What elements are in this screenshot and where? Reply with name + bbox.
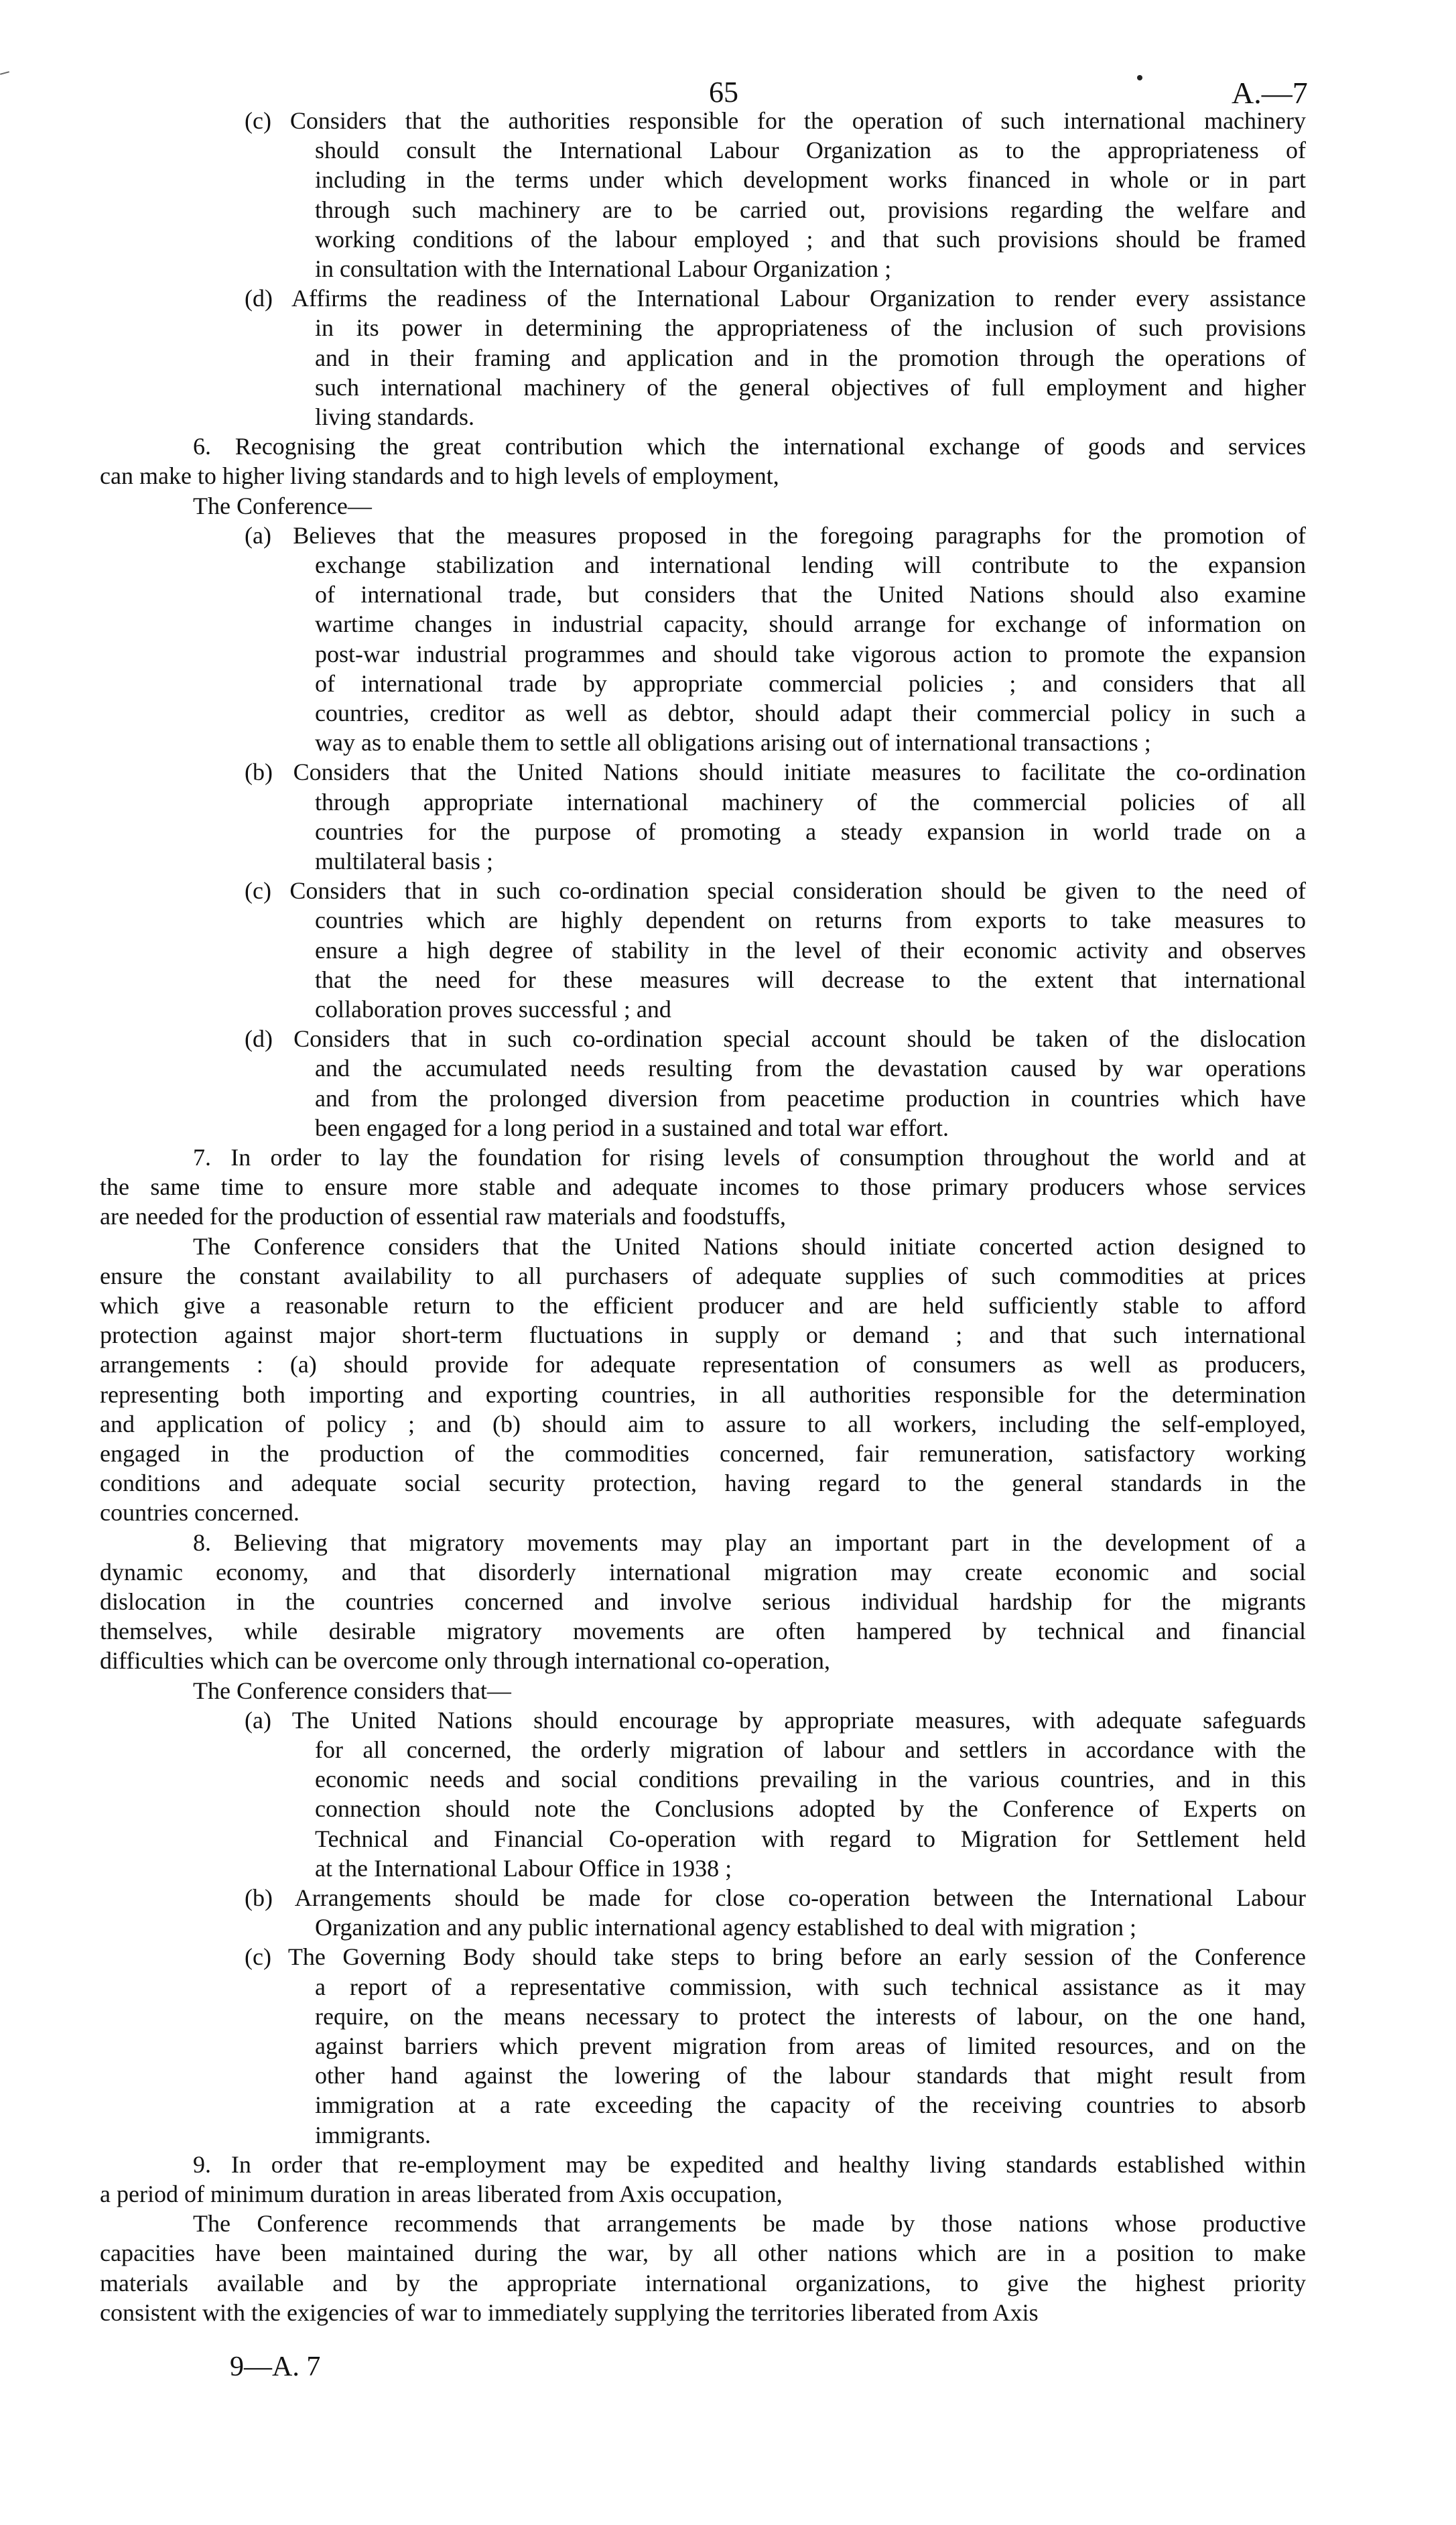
text-line: (b) Arrangements should be made for close co-operation between the International Labour [245,1884,1306,1911]
document-reference: A.—7 [1232,76,1308,110]
text-line: engaged in the production of the commodities concerned, fair remuneration, satisfactory working [100,1440,1306,1467]
text-line: working conditions of the labour employed ; and that such provisions should be framed [315,225,1306,253]
text-line: at the International Labour Office in 1938 ; [315,1854,732,1882]
text-line: countries which are highly dependent on returns from exports to take measures to [315,907,1306,934]
text-line: multilateral basis ; [315,848,493,875]
text-line: such international machinery of the general objectives of full employment and higher [315,373,1306,401]
text-line: Technical and Financial Co-operation with regard to Migration for Settlement held [315,1825,1306,1852]
text-line: The Conference considers that— [193,1677,511,1704]
text-line: representing both importing and exporting countries, in all authorities responsible for the determination [100,1380,1306,1408]
text-line: including in the terms under which development works financed in whole or in part [315,166,1306,194]
text-line: (c) Considers that in such co-ordination special consideration should be given to the need of [245,877,1306,905]
text-line: (d) Considers that in such co-ordination special account should be taken of the dislocation [245,1025,1306,1053]
text-line: which give a reasonable return to the efficient producer and are held sufficiently stable to afford [100,1292,1306,1319]
text-line: (a) The United Nations should encourage by appropriate measures, with adequate safeguards [245,1706,1306,1734]
text-line: The Conference considers that the United Nations should initiate concerted action designed to [193,1232,1306,1260]
text-line: arrangements : (a) should provide for adequate representation of consumers as well as producers, [100,1351,1306,1378]
text-line: countries for the purpose of promoting a steady expansion in world trade on a [315,818,1306,845]
text-line: can make to higher living standards and to high levels of employment, [100,462,779,490]
text-line: The Conference recommends that arrangements be made by those nations whose productive [193,2210,1306,2238]
text-line: difficulties which can be overcome only through international co-operation, [100,1647,830,1675]
text-line: (c) The Governing Body should take steps to bring before an early session of the Conference [245,1943,1306,1971]
text-line: post-war industrial programmes and should take vigorous action to promote the expansion [315,640,1306,667]
scan-dot [1137,75,1142,80]
text-line: been engaged for a long period in a sustained and total war effort. [315,1114,949,1141]
text-line: Organization and any public international agency established to deal with migration ; [315,1914,1136,1941]
footer-signature: 9—A. 7 [230,2351,321,2382]
text-line: through such machinery are to be carried out, provisions regarding the welfare and [315,196,1306,223]
text-line: of international trade by appropriate commercial policies ; and considers that all [315,669,1306,697]
text-line: living standards. [315,403,474,430]
text-line: are needed for the production of essential raw materials and foodstuffs, [100,1203,786,1230]
text-line: 9. In order that re-employment may be expedited and healthy living standards established within [193,2150,1306,2178]
page-number: 65 [709,76,738,109]
text-line: through appropriate international machinery of the commercial policies of all [315,788,1306,816]
text-line: capacities have been maintained during the war, by all other nations which are in a position to make [100,2240,1306,2267]
text-line: (a) Believes that the measures proposed in the foregoing paragraphs for the promotion of [245,521,1306,549]
text-line: a report of a representative commission, with such technical assistance as it may [315,1973,1306,2000]
text-line: (d) Affirms the readiness of the International Labour Organization to render every assistance [245,285,1306,312]
text-line: immigrants. [315,2121,431,2148]
text-line: and from the prolonged diversion from peacetime production in countries which have [315,1084,1306,1112]
text-line: materials available and by the appropriate international organizations, to give the highest priority [100,2269,1306,2296]
text-line: other hand against the lowering of the labour standards that might result from [315,2062,1306,2089]
text-line: that the need for these measures will decrease to the extent that international [315,966,1306,993]
text-line: The Conference— [193,492,372,519]
text-line: countries concerned. [100,1499,300,1527]
text-line: and the accumulated needs resulting from the devastation caused by war operations [315,1055,1306,1082]
text-line: require, on the means necessary to protect the interests of labour, on the one hand, [315,2002,1306,2030]
text-line: a period of minimum duration in areas liberated from Axis occupation, [100,2181,783,2207]
text-line: 7. In order to lay the foundation for rising levels of consumption throughout the world and at [193,1144,1306,1171]
text-line: wartime changes in industrial capacity, should arrange for exchange of information on [315,610,1306,638]
text-line: in its power in determining the appropriateness of the inclusion of such provisions [315,314,1306,342]
text-line: protection against major short-term fluctuations in supply or demand ; and that such international [100,1321,1306,1349]
text-line: (c) Considers that the authorities responsible for the operation of such international machinery [245,107,1306,134]
text-line: ensure a high degree of stability in the level of their economic activity and observes [315,936,1306,964]
text-line: 6. Recognising the great contribution which the international exchange of goods and services [193,433,1306,460]
text-line: themselves, while desirable migratory movements are often hampered by technical and financial [100,1618,1306,1645]
text-line: economic needs and social conditions prevailing in the various countries, and in this [315,1766,1306,1793]
text-line: consistent with the exigencies of war to immediately supplying the territories liberated from Axis [100,2299,1039,2326]
text-line: the same time to ensure more stable and adequate incomes to those primary producers whose services [100,1173,1306,1201]
text-line: dislocation in the countries concerned and involve serious individual hardship for the migrants [100,1588,1306,1615]
text-line: and in their framing and application and in the promotion through the operations of [315,344,1306,371]
text-line: conditions and adequate social security protection, having regard to the general standards in the [100,1470,1306,1497]
text-line: ensure the constant availability to all purchasers of adequate supplies of such commodities at prices [100,1262,1306,1289]
text-line: countries, creditor as well as debtor, should adapt their commercial policy in such a [315,700,1306,726]
text-line: against barriers which prevent migration from areas of limited resources, and on the [315,2032,1306,2059]
scan-speck [0,71,9,75]
text-line: immigration at a rate exceeding the capacity of the receiving countries to absorb [315,2091,1306,2119]
text-line: exchange stabilization and international lending will contribute to the expansion [315,552,1306,578]
text-line: dynamic economy, and that disorderly international migration may create economic and social [100,1558,1306,1585]
text-line: of international trade, but considers that the United Nations should also examine [315,581,1306,608]
text-line: connection should note the Conclusions adopted by the Conference of Experts on [315,1795,1306,1823]
text-line: and application of policy ; and (b) should aim to assure to all workers, including the self-employed, [100,1410,1306,1437]
text-line: collaboration proves successful ; and [315,996,671,1023]
text-line: in consultation with the International Labour Organization ; [315,255,892,282]
text-line: way as to enable them to settle all obligations arising out of international transactions ; [315,729,1151,757]
text-line: (b) Considers that the United Nations should initiate measures to facilitate the co-ordination [245,759,1306,786]
text-line: 8. Believing that migratory movements may play an important part in the development of a [193,1529,1306,1556]
text-line: for all concerned, the orderly migration of labour and settlers in accordance with the [315,1736,1306,1763]
text-line: should consult the International Labour Organization as to the appropriateness of [315,137,1306,164]
